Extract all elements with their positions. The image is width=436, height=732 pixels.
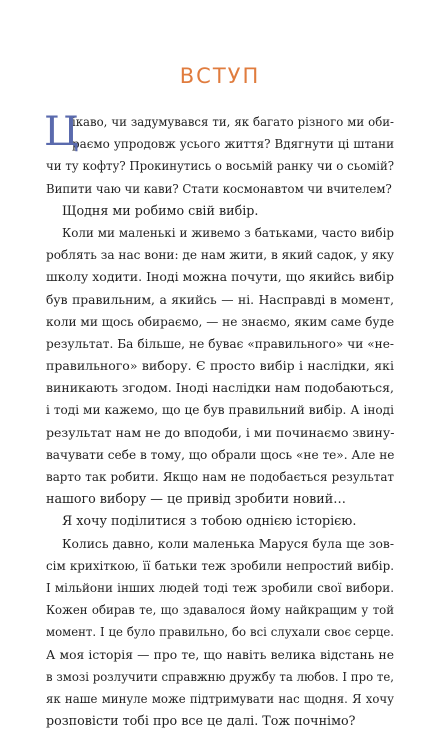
text-line: як наше минуле може підтримувати нас щодня. Я хочу xyxy=(46,691,394,706)
text-line: школу ходити. Іноді можна почути, що якийсь вибір xyxy=(46,269,394,285)
text-line: варто так робити. Якщо нам не подобається результат xyxy=(46,470,394,484)
text-line: Коли ми маленькі и живемо з батьками, часто вибір xyxy=(62,225,394,240)
text-line: правильного» вибору. Є просто вибір і наслідки, які xyxy=(46,358,394,374)
text-line: Випити чаю чи кави? Стати космонавтом чи вчителем? xyxy=(46,181,392,196)
text-line: А моя історія — про те, що навіть велика відстань не xyxy=(46,647,394,662)
text-line: результат нам не до вподоби, і ми починаємо звину- xyxy=(46,424,394,440)
text-line: ікаво, чи задумувався ти, як багато різного ми оби- xyxy=(72,115,394,129)
text-line: був правильним, а якийсь — ні. Насправді в момент, xyxy=(46,292,394,307)
text-line: виникають згодом. Іноді наслідки нам подобаються, xyxy=(46,380,394,396)
text-line: Я хочу поділитися з тобою однією історією. xyxy=(62,513,357,529)
text-line: момент. І це було правильно, бо всі слухали своє серце. xyxy=(46,625,394,640)
text-line: сім крихіткою, її батьки теж зробили непростий вибір. xyxy=(46,558,394,573)
text-line: роблять за нас вони: де нам жити, в який садок, у яку xyxy=(46,248,394,263)
text-line: І мільйони інших людей тоді теж зробили свої вибори. xyxy=(46,580,394,595)
text-line: Колись давно, коли маленька Маруся була ще зов- xyxy=(62,536,394,551)
text-line: чи ту кофту? Прокинутись о восьмій ранку чи о сьомій? xyxy=(46,159,394,174)
text-line: Кожен обирав те, що здавалося йому найкращим у той xyxy=(46,603,394,618)
text-line: в змозі розлучити справжню дружбу та любов. І про те, xyxy=(46,669,394,684)
text-line: нашого вибору — це привід зробити новий… xyxy=(46,491,346,507)
book-page xyxy=(44,0,394,729)
chapter-title: ВСТУП xyxy=(179,64,261,88)
text-line: вачувати себе в тому, що обрали щось «не те». Але не xyxy=(46,447,394,462)
text-line: коли ми щось обираємо, — не знаємо, яким саме буде xyxy=(46,314,394,329)
chapter-body xyxy=(46,111,394,732)
text-line: і тоді ми кажемо, що це був правильний вибір. А іноді xyxy=(46,403,394,418)
text-line: Щодня ми робимо свій вибір. xyxy=(62,202,259,218)
drop-cap: Ц xyxy=(44,109,79,155)
text-line: раємо упродовж усього життя? Вдягнути ці штани xyxy=(72,137,394,152)
text-line: розповісти тобі про все це далі. Тож почнімо? xyxy=(46,713,356,729)
text-line: результат. Ба більше, не буває «правильного» чи «не- xyxy=(46,336,394,351)
